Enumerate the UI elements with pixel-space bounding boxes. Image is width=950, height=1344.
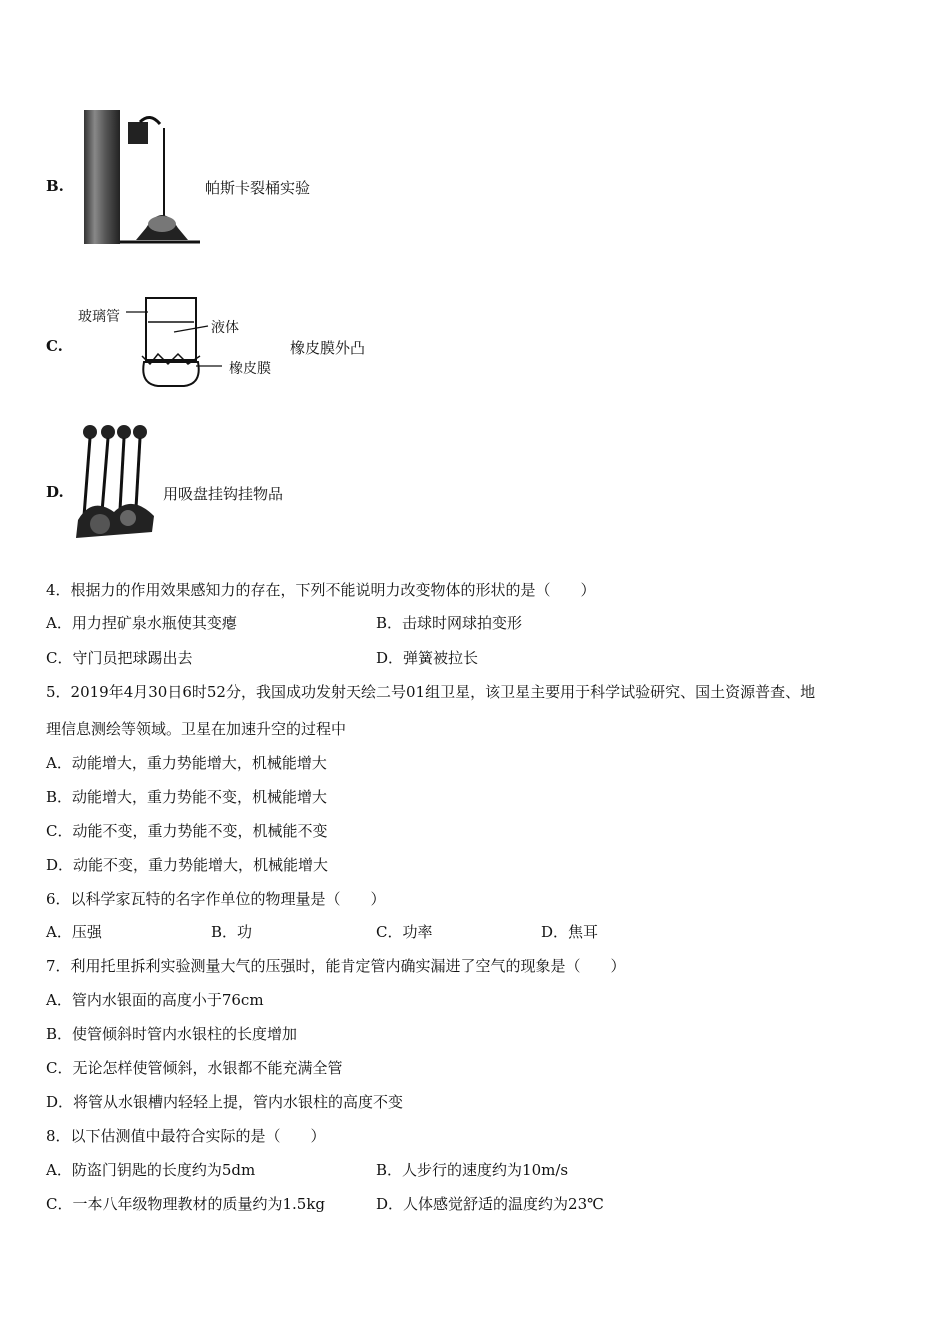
q5-stem-line2: 理信息测绘等领域。卫星在加速升空的过程中 bbox=[46, 720, 347, 738]
option-b-label: B. bbox=[46, 177, 64, 195]
q8-option-c: C．一本八年级物理教材的质量约为1.5kg bbox=[46, 1195, 326, 1213]
q6-option-d: D．焦耳 bbox=[541, 923, 599, 941]
option-c-caption: 橡皮膜外凸 bbox=[290, 339, 366, 357]
option-b-caption: 帕斯卡裂桶实验 bbox=[205, 179, 311, 197]
q7-option-b: B．使管倾斜时管内水银柱的长度增加 bbox=[46, 1025, 298, 1043]
option-d-caption: 用吸盘挂钩挂物品 bbox=[163, 485, 284, 503]
q8-option-d: D．人体感觉舒适的温度约为23℃ bbox=[376, 1195, 604, 1213]
q5-option-b: B．动能增大，重力势能不变，机械能增大 bbox=[46, 788, 328, 806]
q8-option-b: B．人步行的速度约为10m/s bbox=[376, 1161, 569, 1179]
q6-option-a: A．压强 bbox=[46, 923, 102, 941]
q6-option-c: C．功率 bbox=[376, 923, 433, 941]
q5-option-a: A．动能增大，重力势能增大，机械能增大 bbox=[46, 754, 327, 772]
option-d-label: D. bbox=[46, 483, 64, 501]
q6-stem: 6．以科学家瓦特的名字作单位的物理量是（ ） bbox=[46, 890, 386, 908]
liquid-label: 液体 bbox=[211, 320, 239, 336]
q5-stem-line1: 5．2019年4月30日6时52分，我国成功发射天绘二号01组卫星，该卫星主要用于科学试验研究、国土资源普查、地 bbox=[46, 683, 816, 701]
pascal-barrel-figure bbox=[80, 108, 204, 246]
option-c-label: C. bbox=[46, 337, 63, 355]
q8-option-a: A．防盗门钥匙的长度约为5dm bbox=[46, 1161, 256, 1179]
membrane-label: 橡皮膜 bbox=[229, 361, 271, 377]
glass-tube-label: 玻璃管 bbox=[78, 309, 120, 325]
q5-option-c: C．动能不变，重力势能不变，机械能不变 bbox=[46, 822, 328, 840]
q7-option-d: D．将管从水银槽内轻轻上提，管内水银柱的高度不变 bbox=[46, 1093, 404, 1111]
q7-option-c: C．无论怎样使管倾斜，水银都不能充满全管 bbox=[46, 1059, 343, 1077]
suction-hook-figure bbox=[72, 420, 160, 544]
q4-option-d: D．弹簧被拉长 bbox=[376, 649, 479, 667]
q8-stem: 8．以下估测值中最符合实际的是（ ） bbox=[46, 1127, 326, 1145]
q4-option-c: C．守门员把球踢出去 bbox=[46, 649, 193, 667]
q6-option-b: B．功 bbox=[211, 923, 253, 941]
q7-option-a: A．管内水银面的高度小于76cm bbox=[46, 991, 264, 1009]
q4-option-b: B．击球时网球拍变形 bbox=[376, 614, 523, 632]
q5-option-d: D．动能不变，重力势能增大，机械能增大 bbox=[46, 856, 329, 874]
q4-stem: 4．根据力的作用效果感知力的存在，下列不能说明力改变物体的形状的是（ ） bbox=[46, 581, 596, 599]
q7-stem: 7．利用托里拆利实验测量大气的压强时，能肯定管内确实漏进了空气的现象是（ ） bbox=[46, 957, 626, 975]
q4-option-a: A．用力捏矿泉水瓶使其变瘪 bbox=[46, 614, 237, 632]
